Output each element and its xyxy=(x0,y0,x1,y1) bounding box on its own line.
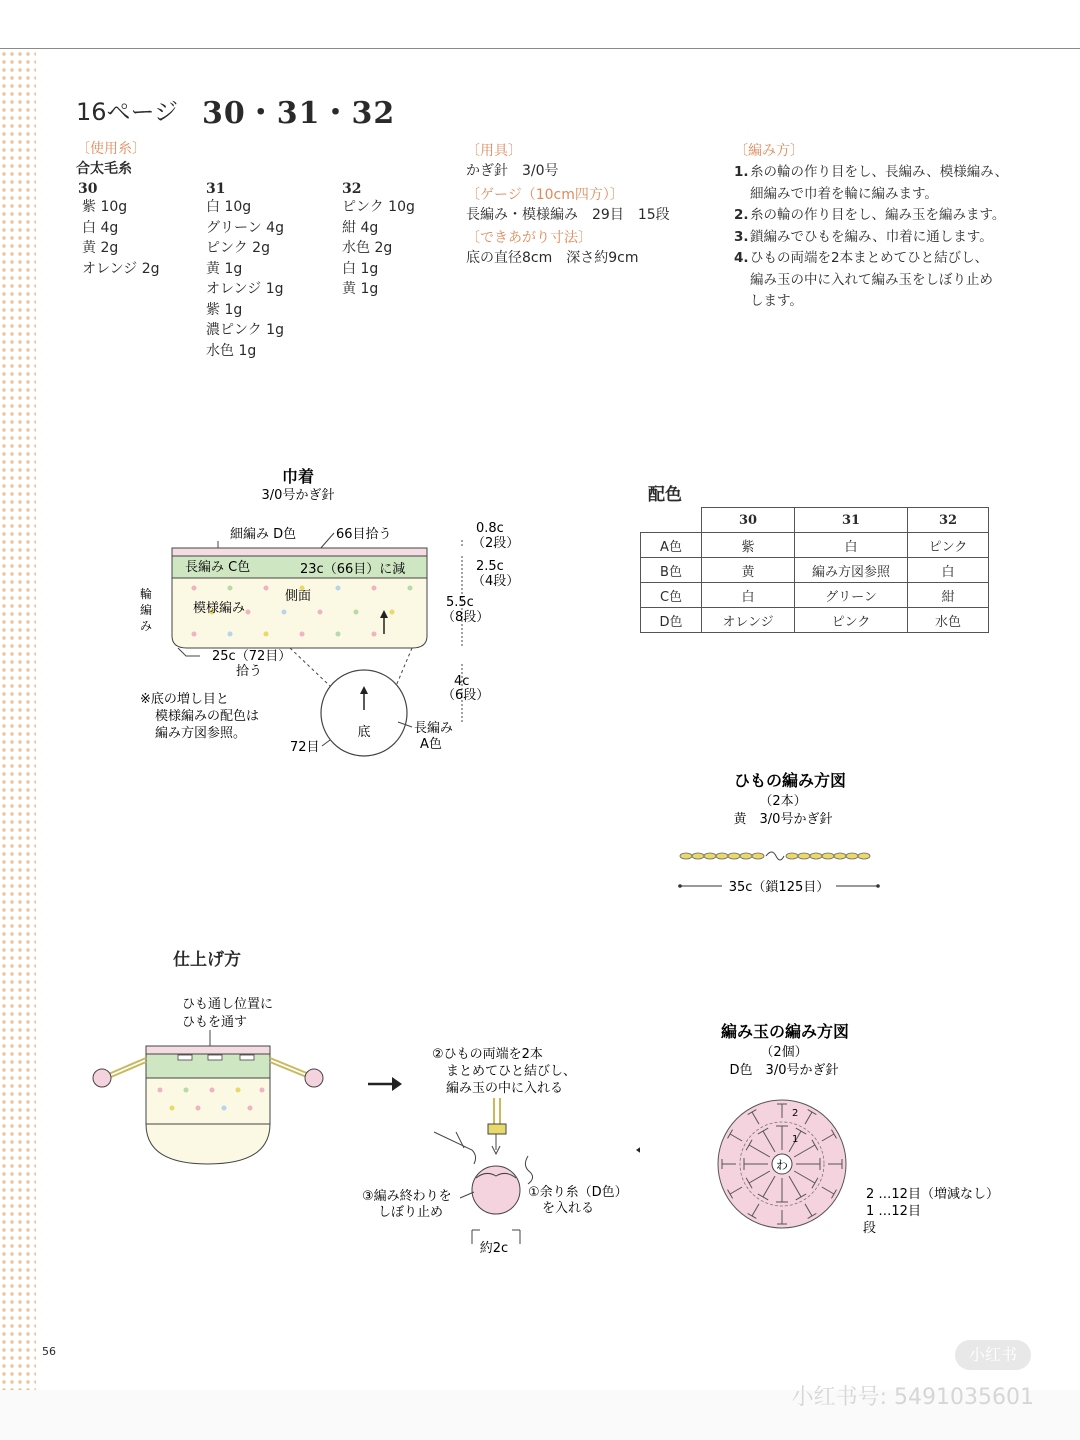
table-row: B色 黄 編み方図参照 白 xyxy=(641,558,989,583)
yarn-col-31 xyxy=(206,181,284,361)
watermark-logo: 小红书 xyxy=(955,1340,1031,1370)
bag-title: 巾着 xyxy=(281,467,315,486)
yarn-item: 白 10g xyxy=(206,199,252,215)
tools-header: 〔用具〕 xyxy=(466,143,522,159)
pattern-numbers: 30・31・32 xyxy=(202,96,396,131)
step2-line: 編み玉の中に入れる xyxy=(446,1081,564,1096)
step3-line: しぼり止め xyxy=(378,1205,444,1220)
bag-subtitle: 3/0号かぎ針 xyxy=(261,488,335,503)
yarn-item: 白 4g xyxy=(82,219,119,236)
yarn-col-head: 30 xyxy=(78,181,98,197)
table-header-row: 30 31 32 xyxy=(641,508,989,533)
ball-spec: D色 3/0号かぎ針 xyxy=(729,1063,839,1078)
tools-hook: かぎ針 3/0号 xyxy=(466,163,559,179)
finishing-title: 仕上げ方 xyxy=(173,950,241,970)
yarn-item: 紺 4g xyxy=(342,219,379,236)
note-line: 編み方図参照。 xyxy=(155,726,247,741)
dim-top-b: （2段） xyxy=(472,536,520,551)
method-header: 〔編み方〕 xyxy=(734,143,804,159)
label-green-row: 長編み C色 xyxy=(185,560,251,575)
bottom-stitch-b: A色 xyxy=(420,737,442,752)
ball-count: （2個） xyxy=(760,1045,808,1060)
yarn-item: ピンク 2g xyxy=(206,240,270,256)
width-a: 25c（72目） xyxy=(212,649,292,664)
method-step: 4.ひもの両端を2本まとめてひと結びし、 編み玉の中に入れて編み玉をしぼり止め します。 xyxy=(734,250,993,309)
cord-diagram xyxy=(660,766,900,896)
arrow-left-icon xyxy=(636,1143,640,1157)
cord-title: ひもの編み方図 xyxy=(733,771,847,790)
label-decrease: 23c（66目）に減 xyxy=(300,562,406,577)
method-steps xyxy=(734,162,1024,313)
row-label: 2 xyxy=(792,1108,799,1119)
yarn-tail-icon xyxy=(525,1156,532,1184)
note-line: 模様編みの配色は xyxy=(155,709,260,724)
page-reference: 16ページ xyxy=(76,98,179,126)
gauge-header: 〔ゲージ（10cm四方）〕 xyxy=(466,186,624,203)
ball-center: わ xyxy=(775,1158,789,1172)
ball-diagram xyxy=(700,1016,1040,1248)
svg-text:編: 編 xyxy=(139,603,153,617)
dim-body-b: （8段） xyxy=(442,610,490,625)
method-step: 2.糸の輪の作り目をし、編み玉を編みます。 xyxy=(734,207,1006,223)
cord-length: 35c（鎖125目） xyxy=(728,880,830,895)
ball-legend-3: 段 xyxy=(863,1221,877,1236)
row-label: 1 xyxy=(792,1134,799,1145)
ball-title: 編み玉の編み方図 xyxy=(720,1022,850,1041)
gauge-value: 長編み・模様編み 29目 15段 xyxy=(466,206,670,223)
label-pick: 66目拾う xyxy=(336,527,392,542)
label-top-row: 細編み D色 xyxy=(230,527,297,542)
svg-text:み: み xyxy=(139,619,153,633)
watermark-text: 小红书号: 5491035601 xyxy=(791,1385,1034,1410)
arrow-right-icon xyxy=(392,1077,402,1091)
size-value: 底の直径8cm 深さ約9cm xyxy=(466,250,639,266)
yarn-col-head: 31 xyxy=(206,181,226,197)
step3-line: ③編み終わりを xyxy=(362,1189,452,1204)
finish-ball-right xyxy=(305,1069,323,1087)
page-number: 56 xyxy=(42,1345,56,1358)
bag-diagram xyxy=(130,460,530,760)
dotted-margin xyxy=(0,50,36,1390)
width-b: 拾う xyxy=(236,664,263,679)
yarn-type: 合太毛糸 xyxy=(76,161,132,177)
table-row: A色 紫 白 ピンク xyxy=(641,533,989,558)
yarn-item: 水色 1g xyxy=(206,342,257,359)
dim-body-a: 5.5c xyxy=(446,595,474,610)
step2-line: ②ひもの両端を2本 xyxy=(432,1047,543,1062)
bottom-label: 底 xyxy=(357,725,371,740)
yarn-item: 水色 2g xyxy=(342,240,393,256)
dim-top-a: 0.8c xyxy=(476,521,504,536)
bag-top-band xyxy=(172,548,427,556)
yarn-item: 白 1g xyxy=(342,260,379,277)
yarn-col-head: 32 xyxy=(342,181,362,197)
finishing-diagram xyxy=(80,990,640,1270)
color-chart-table xyxy=(640,507,989,633)
finish-ball xyxy=(472,1166,520,1214)
dim-green-a: 2.5c xyxy=(476,559,504,574)
note-line: ※底の増し目と xyxy=(140,692,229,707)
yarn-item: 黄 1g xyxy=(206,260,243,277)
stitch-count: 72目 xyxy=(290,740,320,755)
table-row: D色 オレンジ ピンク 水色 xyxy=(641,608,989,633)
yarn-item: オレンジ 2g xyxy=(82,260,160,277)
method-step: 3.鎖編みでひもを編み、巾着に通します。 xyxy=(734,228,993,245)
step2-line: まとめてひと結びし、 xyxy=(446,1064,577,1079)
yarn-item: 黄 1g xyxy=(342,281,379,297)
thread-label-b: ひもを通す xyxy=(182,1015,248,1030)
finish-ball-left xyxy=(93,1069,111,1087)
dim-bottom-b: （6段） xyxy=(442,688,490,703)
table-row: C色 白 グリーン 紺 xyxy=(641,583,989,608)
color-chart-title: 配色 xyxy=(648,485,682,505)
cord-spec: 黄 3/0号かぎ針 xyxy=(733,812,833,827)
bag-bottom-circle xyxy=(321,670,407,756)
top-rule xyxy=(0,48,1080,49)
yarn-item: 黄 2g xyxy=(82,240,119,256)
ball-legend-1: 2 …12目（増減なし） xyxy=(866,1187,999,1202)
size-header: 〔できあがり寸法〕 xyxy=(466,230,592,246)
yarn-header: 〔使用糸〕 xyxy=(76,141,146,157)
yarn-item: 紫 10g xyxy=(82,199,128,215)
yarn-col-32 xyxy=(342,181,415,300)
method-step: 1.糸の輪の作り目をし、長編み、模様編み、 細編みで巾着を輪に編みます。 xyxy=(734,164,1009,202)
needle-icon xyxy=(434,1132,476,1164)
label-round: 輪 xyxy=(139,587,153,601)
thread-label-a: ひも通し位置に xyxy=(182,997,274,1012)
label-side: 側面 xyxy=(285,589,312,604)
yarn-item: ピンク 10g xyxy=(342,199,415,215)
bottom-stitch-a: 長編み xyxy=(414,721,454,736)
cord-count: （2本） xyxy=(759,794,807,809)
dim-green-b: （4段） xyxy=(472,574,520,589)
step1-line: ①余り糸（D色） xyxy=(528,1185,628,1200)
tools-block xyxy=(466,140,670,269)
yarn-item: グリーン 4g xyxy=(206,219,284,236)
ball-legend-2: 1 …12目 xyxy=(866,1204,921,1219)
yarn-item: 紫 1g xyxy=(206,301,243,318)
label-pattern: 模様編み xyxy=(193,601,246,616)
yarn-col-30 xyxy=(78,181,160,279)
yarn-item: 濃ピンク 1g xyxy=(206,322,284,338)
ball-size: 約2c xyxy=(479,1241,509,1256)
step1-line: を入れる xyxy=(542,1201,595,1216)
dim-bottom-a: 4c xyxy=(454,674,470,689)
finish-bag-body xyxy=(146,1078,270,1164)
yarn-item: オレンジ 1g xyxy=(206,281,284,297)
